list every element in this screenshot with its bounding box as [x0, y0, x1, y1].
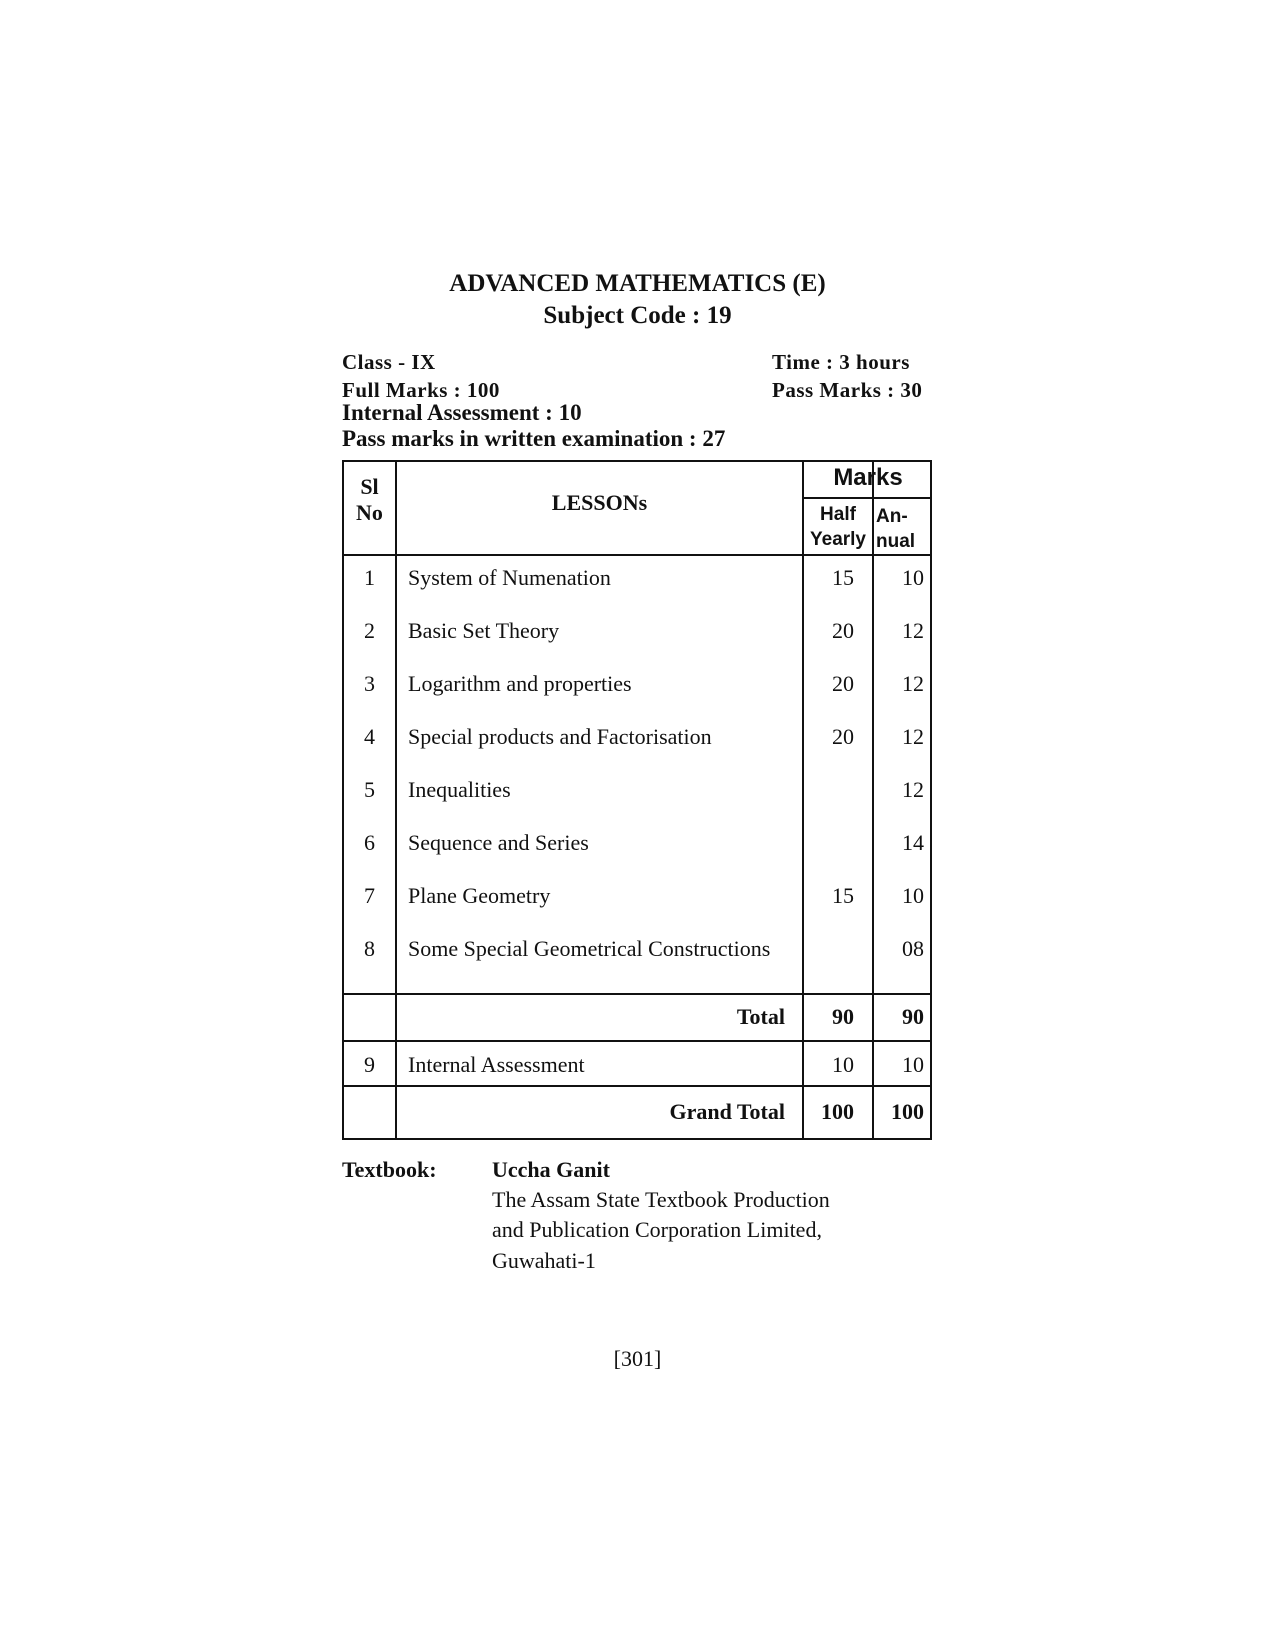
- row-half: 20: [832, 724, 854, 749]
- grand-total-half: 100: [821, 1099, 854, 1124]
- page-number: [301]: [613, 1346, 662, 1371]
- row-lesson: System of Numenation: [408, 565, 611, 590]
- row-sl: 3: [364, 671, 375, 696]
- header-lessons: LESSONs: [551, 490, 648, 515]
- pass-written-label: Pass marks in written examination : 27: [342, 426, 726, 451]
- header-marks: Marks: [833, 464, 903, 491]
- internal-assessment-label: Internal Assessment : 10: [342, 400, 582, 425]
- row-annual: 10: [902, 1052, 924, 1077]
- row-sl: 9: [364, 1052, 375, 1077]
- class-label: Class - IX: [342, 350, 436, 374]
- row-lesson: Special products and Factorisation: [408, 724, 712, 749]
- full-marks-label: Full Marks : 100: [342, 378, 500, 402]
- row-half: 15: [832, 565, 854, 590]
- table-divider: [344, 554, 930, 556]
- document-title: ADVANCED MATHEMATICS (E): [449, 270, 826, 297]
- row-lesson: Some Special Geometrical Constructions: [408, 936, 771, 961]
- grand-total-label: Grand Total: [669, 1099, 785, 1124]
- row-lesson: Basic Set Theory: [408, 618, 560, 643]
- header-sl: [344, 474, 395, 526]
- row-half: 20: [832, 671, 854, 696]
- row-annual: 08: [902, 936, 924, 961]
- table-divider: [344, 993, 930, 995]
- table-divider: [802, 462, 804, 1138]
- marks-table: [342, 460, 932, 1140]
- row-annual: 14: [902, 830, 924, 855]
- row-lesson: Internal Assessment: [408, 1052, 585, 1077]
- table-divider: [802, 497, 930, 499]
- header-sl-line2: No: [356, 500, 383, 525]
- textbook-title: Uccha Ganit: [492, 1157, 610, 1182]
- row-annual: 12: [902, 777, 924, 802]
- total-label: Total: [736, 1004, 785, 1029]
- row-annual: 10: [902, 883, 924, 908]
- header-half-yearly: [804, 502, 872, 552]
- row-lesson: Plane Geometry: [408, 883, 551, 908]
- header-annual-line1: An-: [876, 506, 908, 527]
- row-lesson: Sequence and Series: [408, 830, 589, 855]
- subject-code: Subject Code : 19: [543, 302, 732, 329]
- row-half: 15: [832, 883, 854, 908]
- row-sl: 6: [364, 830, 375, 855]
- textbook-publisher-line1: The Assam State Textbook Production: [492, 1187, 830, 1212]
- table-divider: [344, 1085, 930, 1087]
- header-annual: [876, 504, 932, 554]
- textbook-publisher-line3: Guwahati-1: [492, 1248, 596, 1273]
- row-annual: 12: [902, 724, 924, 749]
- row-annual: 12: [902, 671, 924, 696]
- table-divider: [344, 1040, 930, 1042]
- total-annual: 90: [902, 1004, 924, 1029]
- row-sl: 2: [364, 618, 375, 643]
- row-sl: 5: [364, 777, 375, 802]
- row-half: 10: [832, 1052, 854, 1077]
- header-half-line1: Half: [820, 504, 856, 525]
- header-annual-line2: nual: [876, 531, 916, 552]
- textbook-publisher-line2: and Publication Corporation Limited,: [492, 1217, 822, 1242]
- row-lesson: Inequalities: [408, 777, 511, 802]
- grand-total-annual: 100: [891, 1099, 924, 1124]
- pass-marks-label: Pass Marks : 30: [772, 378, 923, 402]
- row-sl: 8: [364, 936, 375, 961]
- textbook-label: Textbook:: [342, 1157, 437, 1182]
- time-label: Time : 3 hours: [772, 350, 910, 374]
- row-annual: 12: [902, 618, 924, 643]
- total-half: 90: [832, 1004, 854, 1029]
- row-sl: 4: [364, 724, 375, 749]
- row-annual: 10: [902, 565, 924, 590]
- row-lesson: Logarithm and properties: [408, 671, 632, 696]
- row-sl: 7: [364, 883, 375, 908]
- row-sl: 1: [364, 565, 375, 590]
- header-half-line2: Yearly: [810, 529, 866, 550]
- header-sl-line1: Sl: [360, 474, 379, 499]
- row-half: 20: [832, 618, 854, 643]
- table-divider: [395, 462, 397, 1138]
